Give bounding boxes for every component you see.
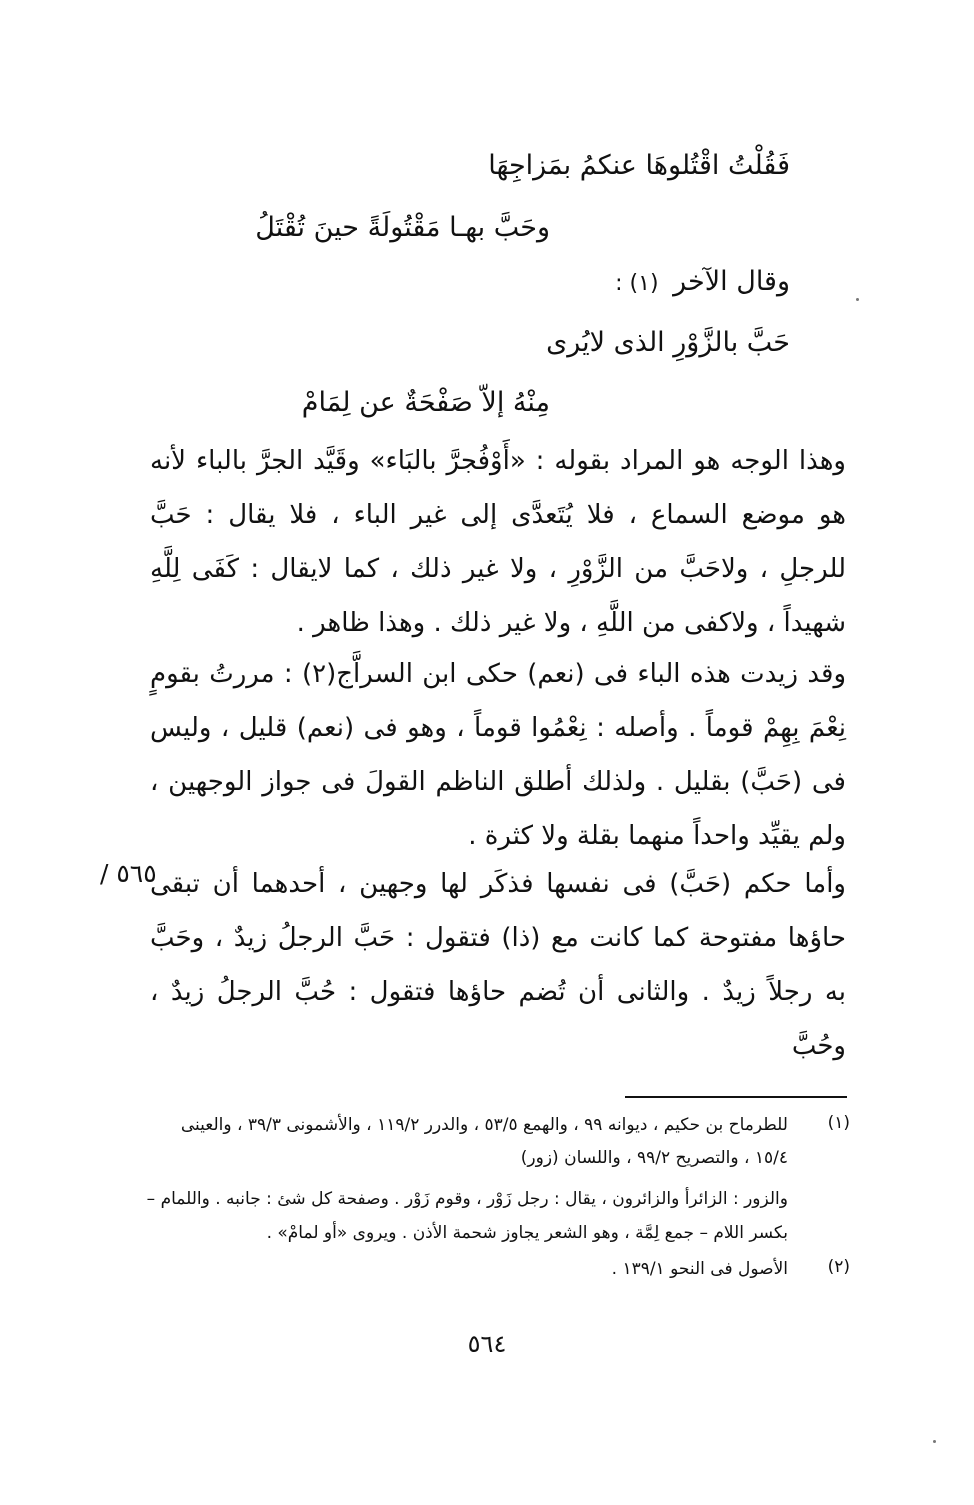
footnote-1-line-4: بكسر اللام – جمع لِمَّة ، وهو الشعر يجاوز شحمة الأذن . ويروى «أو لمامْ» . [266, 1223, 788, 1243]
footnote-divider [625, 1096, 847, 1098]
speck [856, 298, 859, 301]
verse-line-4: مِنْهُ إلاّ صَفْحَةٌ عن لِمَامْ [301, 387, 550, 418]
paragraph-2: وقد زيدت هذه الباء فى (نعم) حكى ابن السراَّج(٢) : مررتُ بقومٍ نِعْمَ بِهِمْ قوماً . وأصله : نِعْمُوا قوماً ، وهو فى (نعم) قليل ، وليس فى (حَبَّ) بقليل . ولذلك أطلق الناظم القولَ فى جواز الوجهين ، ولم يقيِّد واحداً منهما بقلة ولا كثرة . [150, 659, 846, 851]
footnote-1-line-1: للطرماح بن حكيم ، ديوانه ٩٩ ، والهمع ٥٣/٥ ، والدرر ١١٩/٢ ، والأشمونى ٣٩/٣ ، والعينى [180, 1115, 788, 1135]
verse-line-1: فَقُلْتُ اقْتُلوهَا عنكمُ بمَزاجِهَا [488, 150, 790, 181]
footnote-1-line-2: ١٥/٤ ، والتصريح ٩٩/٢ ، واللسان (زور) [520, 1148, 788, 1168]
intro-line [615, 266, 790, 297]
footnote-1-number: (١) [827, 1113, 850, 1133]
verse-line-3: حَبَّ بالزَّوْرِ الذى لايُرى [546, 327, 790, 358]
page-number: ٥٦٤ [467, 1330, 507, 1358]
verse-line-2: وحَبَّ بهـا مَقْتُولَةً حينَ تُقْتَلُ [255, 212, 550, 243]
footnote-1-line-3: والزور : الزائرأ والزائرون ، يقال : رجل زَوْر ، وقوم زَوْر . وصفحة كل شئ : جانبه . واللمام – [146, 1189, 788, 1209]
footnote-2-line-1: الأصول فى النحو ١٣٩/١ . [611, 1259, 788, 1279]
speck [933, 1440, 936, 1443]
intro-text: وقال الآخر [673, 266, 790, 297]
intro-footnote-ref: (١) : [615, 271, 659, 296]
footnote-2-number: (٢) [827, 1257, 850, 1277]
paragraph-1: وهذا الوجه هو المراد بقوله : «أَوْفُجرَّ بالبَاء» وقَيَّد الجرَّ بالباء لأنه هو موضع السماع ، فلا يُتَعدَّى إلى غير الباء ، فلا يقال : حَبَّ للرجلِ ، ولاحَبَّ من الزَّوْرِ ، ولا غير ذلك ، كما لايقال : كَفَى لِلَّهِ شهيداً ، ولاكفى من اللَّهِ ، ولا غير ذلك . وهذا ظاهر . [150, 446, 846, 638]
margin-page-reference: ٥٦٥ / [100, 859, 157, 888]
paragraph-3: وأما حكم (حَبَّ) فى نفسها فذكَر لها وجهين ، أحدهما أن تبقى حاؤها مفتوحة كما كانت مع (ذا) فتقول : حَبَّ الرجلُ زيدٌ ، وحَبَّ به رجلاً زيدٌ . والثانى أن تُضم حاؤها فتقول : حُبَّ الرجلُ زيدٌ ، وحُبَّ [150, 869, 846, 1061]
